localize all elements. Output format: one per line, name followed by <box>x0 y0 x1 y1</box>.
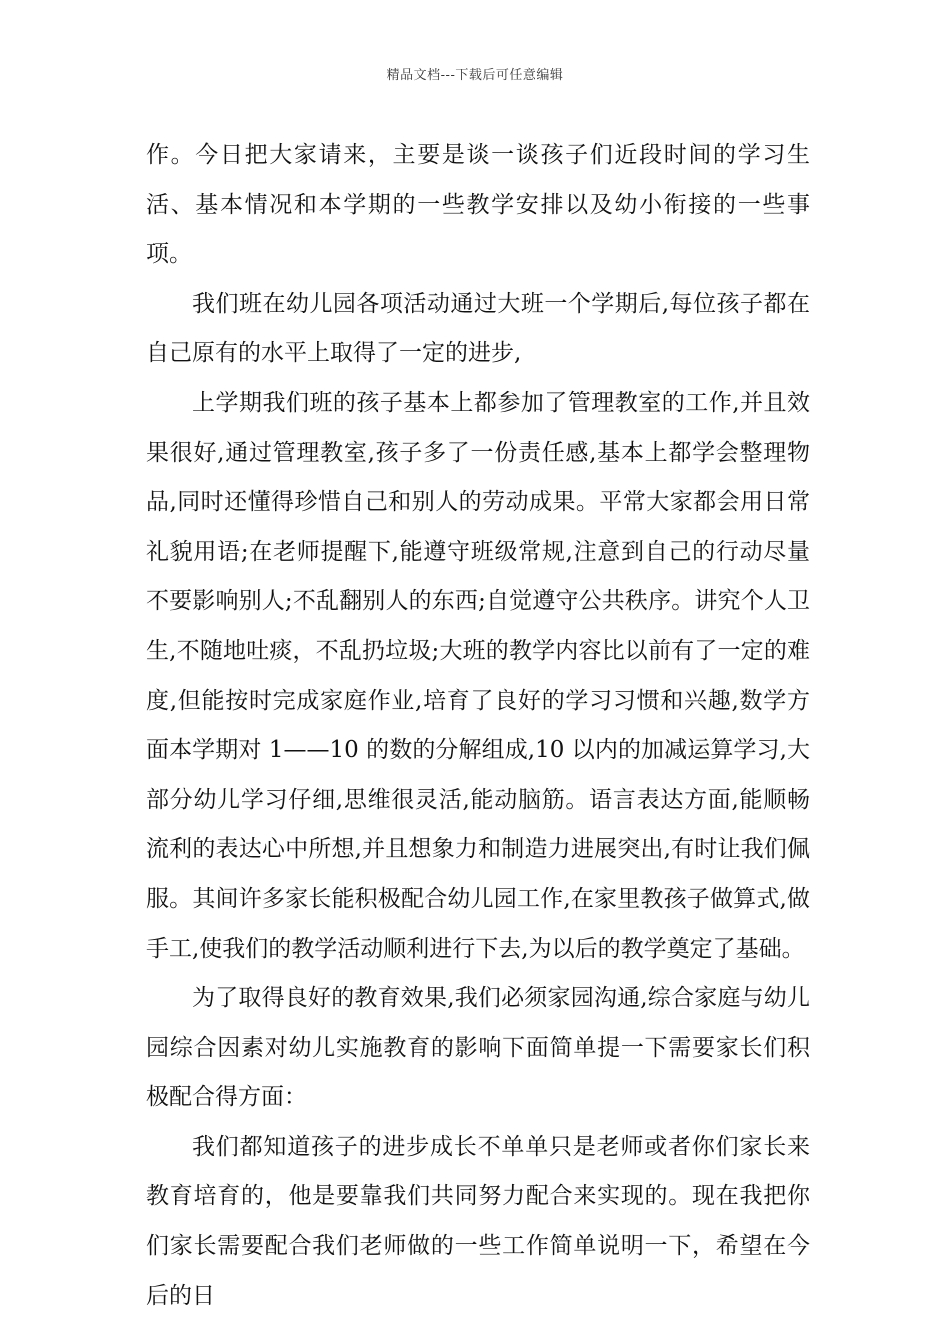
paragraph-last-semester: 上学期我们班的孩子基本上都参加了管理教室的工作,并且效果很好,通过管理教室,孩子多了一份责任感,基本上都学会整理物品,同时还懂得珍惜自己和别人的劳动成果。平常大家都会用日常礼貌用语;在老师提醒下,能遵守班级常规,注意到自己的行动尽量不要影响别人;不乱翻别人的东西;自觉遵守公共秩序。讲究个人卫生,不随地吐痰，不乱扔垃圾;大班的教学内容比以前有了一定的难度,但能按时完成家庭作业,培育了良好的学习习惯和兴趣,数学方面本学期对 1——10 的数的分解组成,10 以内的加减运算学习,大部分幼儿学习仔细,思维很灵活,能动脑筋。语言表达方面,能顺畅流利的表达心中所想,并且想象力和制造力进展突出,有时让我们佩服。其间许多家长能积极配合幼儿园工作,在家里教孩子做算式,做手工,使我们的教学活动顺利进行下去,为以后的教学奠定了基础。 <box>146 389 810 962</box>
paragraph-continuation: 作。今日把大家请来，主要是谈一谈孩子们近段时间的学习生活、基本情况和本学期的一些教学安排以及幼小衔接的一些事项。 <box>146 142 810 268</box>
document-body <box>146 131 810 1321</box>
paragraph-home-school-communication: 为了取得良好的教育效果,我们必须家园沟通,综合家庭与幼儿园综合因素对幼儿实施教育的影响下面简单提一下需要家长们积极配合得方面： <box>146 985 810 1111</box>
paragraph-cooperation: 我们都知道孩子的进步成长不单单只是老师或者你们家长来教育培育的，他是要靠我们共同努力配合来实现的。现在我把你们家长需要配合我们老师做的一些工作简单说明一下，希望在今后的日 <box>146 1133 810 1309</box>
paragraph-progress: 我们班在幼儿园各项活动通过大班一个学期后,每位孩子都在自己原有的水平上取得了一定的进步, <box>146 290 810 367</box>
page-header: 精品文档---下载后可任意编辑 <box>386 68 564 83</box>
